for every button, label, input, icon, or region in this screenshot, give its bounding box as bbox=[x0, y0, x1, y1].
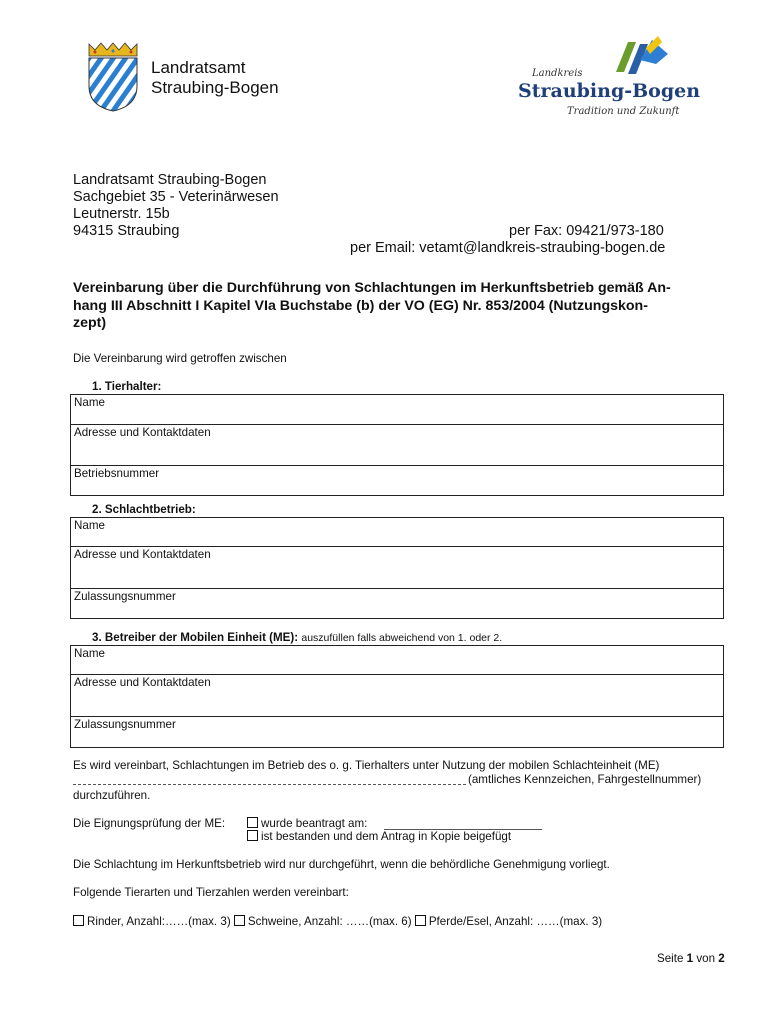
agreement-line1: Es wird vereinbart, Schlachtungen im Betrieb des o. g. Tierhalters unter Nutzung der mobilen Schlachteinheit (ME) bbox=[73, 759, 660, 772]
org-name-line2: Straubing-Bogen bbox=[151, 78, 279, 97]
betreiber-table bbox=[70, 645, 724, 748]
landkreis-logo bbox=[606, 34, 670, 84]
page-number: Seite 1 von 2 bbox=[657, 952, 725, 965]
landkreis-motto: Tradition und Zukunft bbox=[567, 106, 680, 117]
tierarten-intro: Folgende Tierarten und Tierzahlen werden vereinbart: bbox=[73, 886, 349, 899]
bavaria-crest-logo bbox=[85, 42, 141, 112]
title-line2: hang III Abschnitt I Kapitel VIa Buchstabe (b) der VO (EG) Nr. 853/2004 (Nutzungskon- bbox=[73, 297, 648, 314]
title-line3: zept) bbox=[73, 315, 107, 331]
tierarten-row bbox=[73, 915, 602, 929]
landkreis-mark-icon bbox=[606, 34, 670, 84]
title-line1: Vereinbarung über die Durchführung von Schlachtungen im Herkunftsbetrieb gemäß An- bbox=[73, 280, 671, 296]
address-line2: Sachgebiet 35 - Veterinärwesen bbox=[73, 189, 279, 205]
agreement-line3: durchzuführen. bbox=[73, 789, 151, 802]
field-name[interactable]: Name bbox=[71, 518, 723, 547]
genehmigung-text: Die Schlachtung im Herkunftsbetrieb wird nur durchgeführt, wenn die behördliche Genehmigung vorliegt. bbox=[73, 858, 610, 871]
option-rinder[interactable]: Rinder, Anzahl:……(max. 3) bbox=[73, 915, 231, 928]
address-line4: 94315 Straubing bbox=[73, 223, 180, 239]
section-heading-schlachtbetrieb: 2. Schlachtbetrieb: bbox=[92, 503, 196, 516]
field-betriebsnummer[interactable]: Betriebsnummer bbox=[74, 467, 160, 480]
field-adresse[interactable]: Adresse und Kontaktdaten bbox=[71, 675, 723, 717]
address-line1: Landratsamt Straubing-Bogen bbox=[73, 172, 267, 188]
eignung-option2[interactable]: ist bestanden und dem Antrag in Kopie beigefügt bbox=[247, 830, 511, 844]
field-name[interactable]: Name bbox=[71, 646, 723, 675]
field-zulassungsnummer[interactable]: Zulassungsnummer bbox=[74, 590, 176, 603]
section-heading-betreiber: 3. Betreiber der Mobilen Einheit (ME): auszufüllen falls abweichend von 1. oder 2. bbox=[92, 631, 503, 644]
landkreis-name: Straubing-Bogen bbox=[518, 80, 701, 102]
org-name-line1: Landratsamt bbox=[151, 58, 246, 77]
checkbox-pferde[interactable] bbox=[415, 915, 426, 926]
checkbox-bestanden[interactable] bbox=[247, 830, 258, 841]
field-adresse[interactable]: Adresse und Kontaktdaten bbox=[71, 547, 723, 589]
document-title bbox=[73, 280, 738, 333]
field-name[interactable]: Name bbox=[71, 395, 723, 425]
field-adresse[interactable]: Adresse und Kontaktdaten bbox=[71, 425, 723, 466]
crest-icon bbox=[85, 42, 141, 112]
fax-number: per Fax: 09421/973-180 bbox=[509, 223, 664, 239]
agreement-line2: (amtliches Kennzeichen, Fahrgestellnummer) bbox=[468, 773, 702, 786]
kennzeichen-blank[interactable] bbox=[73, 784, 466, 785]
intro-text: Die Vereinbarung wird getroffen zwischen bbox=[73, 352, 287, 365]
eignung-option1[interactable]: wurde beantragt am: bbox=[247, 817, 367, 831]
landkreis-label: Landkreis bbox=[532, 68, 583, 79]
email-address: per Email: vetamt@landkreis-straubing-bogen.de bbox=[350, 240, 666, 256]
section-note: auszufüllen falls abweichend von 1. oder 2. bbox=[301, 632, 503, 644]
checkbox-schweine[interactable] bbox=[234, 915, 245, 926]
eignung-label: Die Eignungsprüfung der ME: bbox=[73, 817, 226, 830]
field-zulassungsnummer[interactable]: Zulassungsnummer bbox=[74, 718, 176, 731]
address-line3: Leutnerstr. 15b bbox=[73, 206, 170, 222]
checkbox-rinder[interactable] bbox=[73, 915, 84, 926]
section-heading-tierhalter: 1. Tierhalter: bbox=[92, 380, 162, 393]
checkbox-beantragt[interactable] bbox=[247, 817, 258, 828]
tierhalter-table bbox=[70, 394, 724, 496]
option-pferde[interactable]: Pferde/Esel, Anzahl: ……(max. 3) bbox=[415, 915, 602, 928]
option-schweine[interactable]: Schweine, Anzahl: ……(max. 6) bbox=[234, 915, 412, 928]
schlachtbetrieb-table bbox=[70, 517, 724, 619]
